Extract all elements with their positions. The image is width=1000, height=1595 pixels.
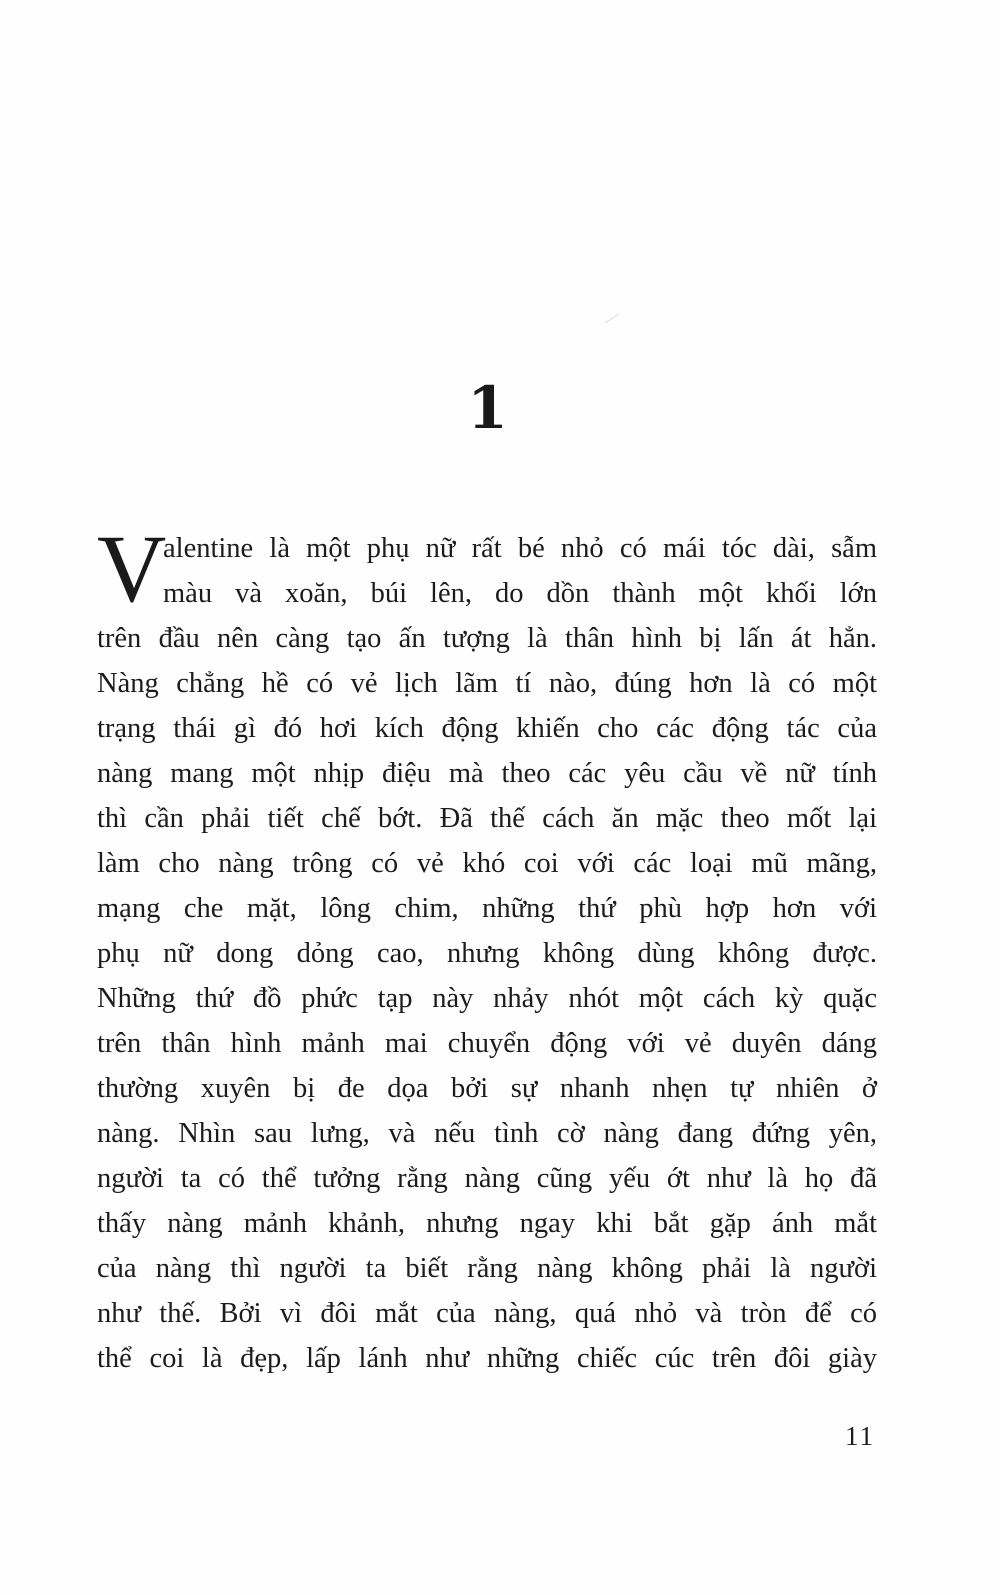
text-line: người ta có thể tưởng rằng nàng cũng yếu ớt như là họ đã: [97, 1163, 877, 1194]
text-line: trên đầu nên càng tạo ấn tượng là thân hình bị lấn át hẳn.: [97, 623, 877, 654]
text-line: Nàng chẳng hề có vẻ lịch lãm tí nào, đúng hơn là có một: [97, 668, 877, 699]
text-line: làm cho nàng trông có vẻ khó coi với các loại mũ mãng,: [97, 848, 877, 879]
text-line: trên thân hình mảnh mai chuyển động với vẻ duyên dáng: [97, 1028, 877, 1059]
text-line: phụ nữ dong dỏng cao, nhưng không dùng không được.: [97, 938, 877, 969]
text-line: thường xuyên bị đe dọa bởi sự nhanh nhẹn tự nhiên ở: [97, 1073, 877, 1104]
text-line: thì cần phải tiết chế bớt. Đã thế cách ăn mặc theo mốt lại: [97, 803, 877, 834]
text-line: Những thứ đồ phức tạp này nhảy nhót một cách kỳ quặc: [97, 983, 877, 1014]
text-line: như thế. Bởi vì đôi mắt của nàng, quá nhỏ và tròn để có: [97, 1298, 877, 1329]
text-line: màu và xoăn, búi lên, do dồn thành một khối lớn: [163, 578, 877, 609]
drop-cap-letter: V: [97, 515, 167, 622]
text-line: thể coi là đẹp, lấp lánh như những chiếc cúc trên đôi giày: [97, 1343, 877, 1374]
scan-speck: [605, 314, 619, 323]
text-line: nàng. Nhìn sau lưng, và nếu tình cờ nàng đang đứng yên,: [97, 1118, 877, 1149]
page-number: 11: [845, 1421, 875, 1451]
text-line: mạng che mặt, lông chim, những thứ phù hợp hơn với: [97, 893, 877, 924]
text-line: thấy nàng mảnh khảnh, nhưng ngay khi bắt gặp ánh mắt: [97, 1208, 877, 1239]
chapter-number: 1: [467, 374, 508, 442]
chapter-body-text: [97, 526, 877, 1381]
text-line: trạng thái gì đó hơi kích động khiến cho các động tác của: [97, 713, 877, 744]
text-line: nàng mang một nhịp điệu mà theo các yêu cầu về nữ tính: [97, 758, 877, 789]
text-line: của nàng thì người ta biết rằng nàng không phải là người: [97, 1253, 877, 1284]
text-line: alentine là một phụ nữ rất bé nhỏ có mái tóc dài, sẫm: [163, 533, 877, 564]
